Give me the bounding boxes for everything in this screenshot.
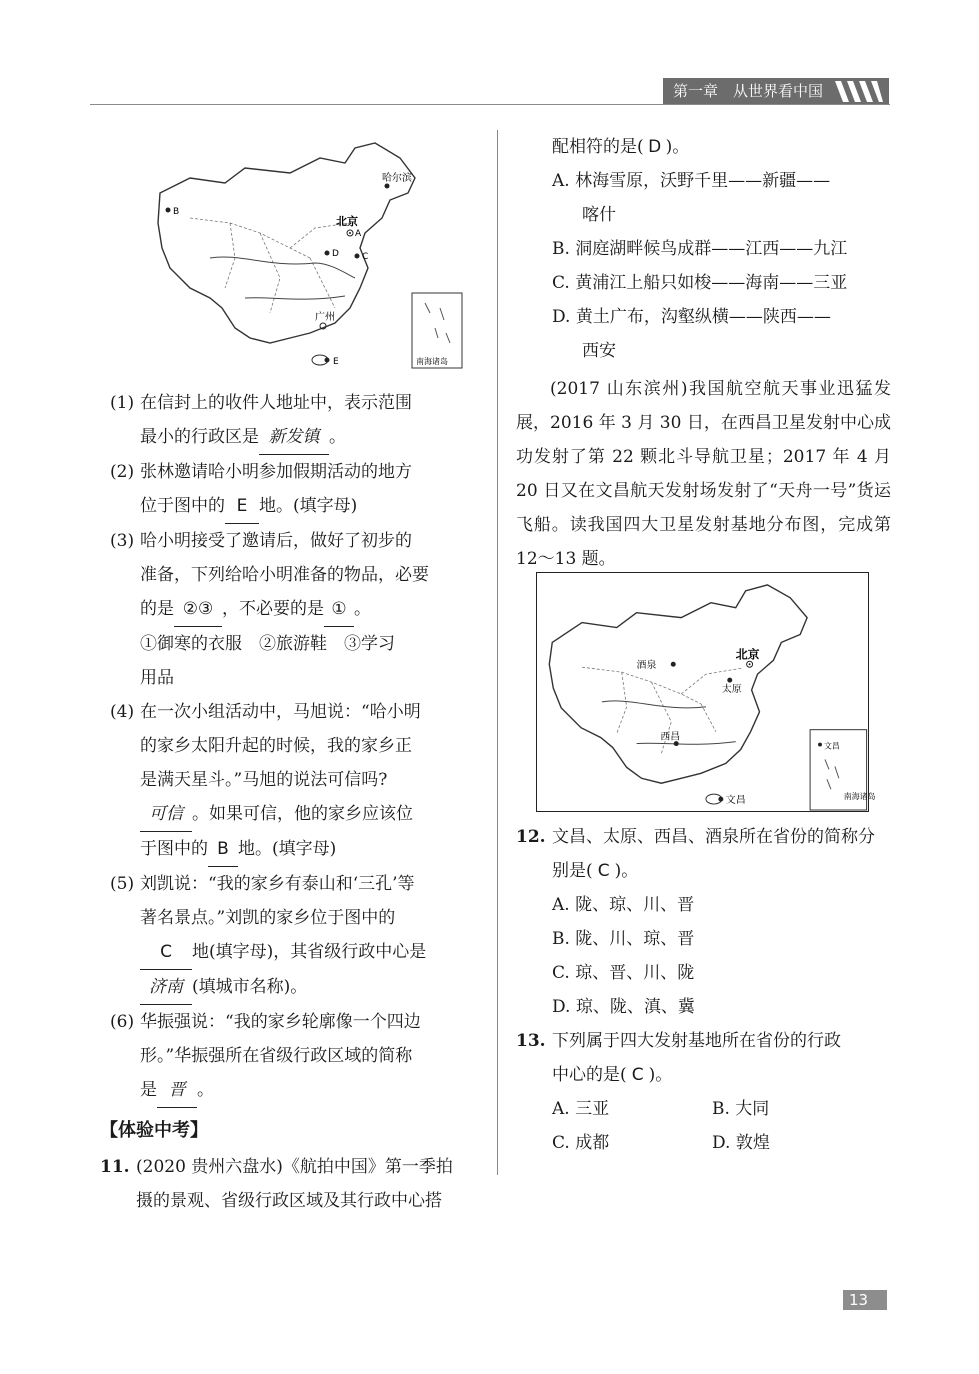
map2-label-wenchang-inset: 文昌	[823, 741, 840, 751]
right-column	[516, 130, 891, 576]
map2-label-wenchang: 文昌	[725, 795, 746, 807]
chapter-title: 第一章 从世界看中国	[673, 82, 824, 100]
question-12: 12. 文昌、太原、西昌、酒泉所在省份的简称分 别是( C )。	[516, 820, 891, 888]
q12-option: B. 陇、川、琼、晋	[552, 929, 695, 949]
option-C: C. 黄浦江上船只如梭——海南——三亚	[552, 273, 848, 293]
map1-label-E: E	[333, 357, 339, 367]
right-column-questions	[516, 820, 891, 1160]
q13-option: A. 三亚	[552, 1099, 610, 1119]
question-1-sub2: (2) 张林邀请哈小明参加假期活动的地方 位于图中的 E 地。(填字母)	[110, 455, 480, 524]
option-A: A. 林海雪原，沃野千里——新疆——	[552, 171, 831, 191]
option-A-cont: 喀什	[582, 205, 616, 225]
q13-options-row	[516, 1126, 891, 1160]
q13-options-row	[516, 1092, 891, 1126]
answer-blank: 可信	[140, 797, 192, 832]
answer-choice: C	[631, 1065, 644, 1085]
answer-blank: E	[225, 489, 259, 524]
answer-choice: C	[597, 861, 610, 881]
section-title: 【体验中考】	[100, 1120, 208, 1141]
map1-label-beijing: 北京	[336, 215, 358, 228]
map1-label-C: C	[362, 252, 369, 262]
q12-option: D. 琼、陇、滇、冀	[552, 997, 695, 1017]
answer-choice: D	[648, 137, 662, 157]
option-B: B. 洞庭湖畔候鸟成群——江西——九江	[552, 239, 848, 259]
question-11-continued: 配相符的是( D )。	[516, 130, 891, 164]
column-divider	[497, 130, 498, 1175]
map2-label-jiuquan: 酒泉	[636, 660, 657, 672]
question-11: 11. (2020 贵州六盘水)《航拍中国》第一季拍 摄的景观、省级行政区域及其行政中心搭	[100, 1157, 453, 1211]
launch-bases-map	[536, 572, 876, 812]
map1-label-B: B	[173, 207, 180, 217]
header-rule	[90, 104, 890, 105]
answer-blank: ①	[324, 592, 354, 627]
q13-option: B. 大同	[712, 1099, 770, 1119]
q13-option: C. 成都	[552, 1133, 610, 1153]
map1-label-harbin: 哈尔滨	[382, 173, 412, 184]
map2-label-taiyuan: 太原	[721, 684, 742, 695]
question-1-sub1: (1) 在信封上的收件人地址中，表示范围 最小的行政区是 新发镇 。	[110, 386, 480, 455]
map2-label-beijing: 北京	[735, 647, 760, 662]
question-1-sub3: (3) 哈小明接受了邀请后，做好了初步的 准备，下列给哈小明准备的物品，必要 的是 ②③ ，不必要的是 ① 。 ①御寒的衣服 ②旅游鞋 ③学习 用品	[110, 531, 429, 688]
q12-option: C. 琼、晋、川、陇	[552, 963, 695, 983]
chapter-header	[663, 78, 889, 105]
answer-blank: C	[140, 935, 192, 970]
map1-label-D: D	[332, 249, 339, 259]
option-D: D. 黄土广布，沟壑纵横——陕西——	[552, 307, 831, 327]
answer-blank: ②③	[174, 592, 222, 627]
option-D-cont: 西安	[582, 341, 616, 361]
header-stripes-icon	[835, 81, 883, 102]
page-number: 13	[843, 1290, 887, 1310]
question-1-sub5: (5) 刘凯说：“我的家乡有泰山和‘三孔’等 著名景点。”刘凯的家乡位于图中的 C 地(填字母)，其省级行政中心是 济南 (填城市名称)。	[110, 867, 480, 1005]
map2-label-nanhai: 南海诸岛	[843, 792, 876, 802]
question-13: 13. 下列属于四大发射基地所在省份的行政 中心的是( C )。	[516, 1024, 891, 1092]
map1-label-nanhai: 南海诸岛	[416, 357, 448, 366]
answer-blank: 济南	[140, 970, 192, 1005]
q13-option: D. 敦煌	[712, 1133, 770, 1153]
answer-blank: 新发镇	[259, 420, 329, 455]
left-column	[100, 386, 480, 1218]
china-map-regions	[150, 138, 475, 373]
question-1-sub6: (6) 华振强说：“我的家乡轮廓像一个四边 形。”华振强所在省级行政区域的简称 是 晋 。	[110, 1005, 480, 1108]
answer-blank: B	[208, 832, 238, 867]
map1-label-guangzhou: 广州	[315, 312, 335, 323]
passage: (2017 山东滨州)我国航空航天事业迅猛发展，2016 年 3 月 30 日，在西昌卫星发射中心成功发射了第 22 颗北斗导航卫星；2017 年 4 月 20 日又在文昌航天发射场发射了“天舟一号”货运飞船。读我国四大卫星发射基地分布图，完成第 12～13 题。	[516, 379, 891, 569]
map2-label-xichang: 西昌	[660, 731, 681, 743]
map1-label-A: A	[355, 229, 362, 239]
answer-blank: 晋	[157, 1073, 197, 1108]
question-1-sub4: (4) 在一次小组活动中，马旭说：“哈小明 的家乡太阳升起的时候，我的家乡正 是满天星斗。”马旭的说法可信吗? 可信 。如果可信，他的家乡应该位 于图中的 B 地。(填字母)	[110, 695, 480, 867]
q12-option: A. 陇、琼、川、晋	[552, 895, 695, 915]
